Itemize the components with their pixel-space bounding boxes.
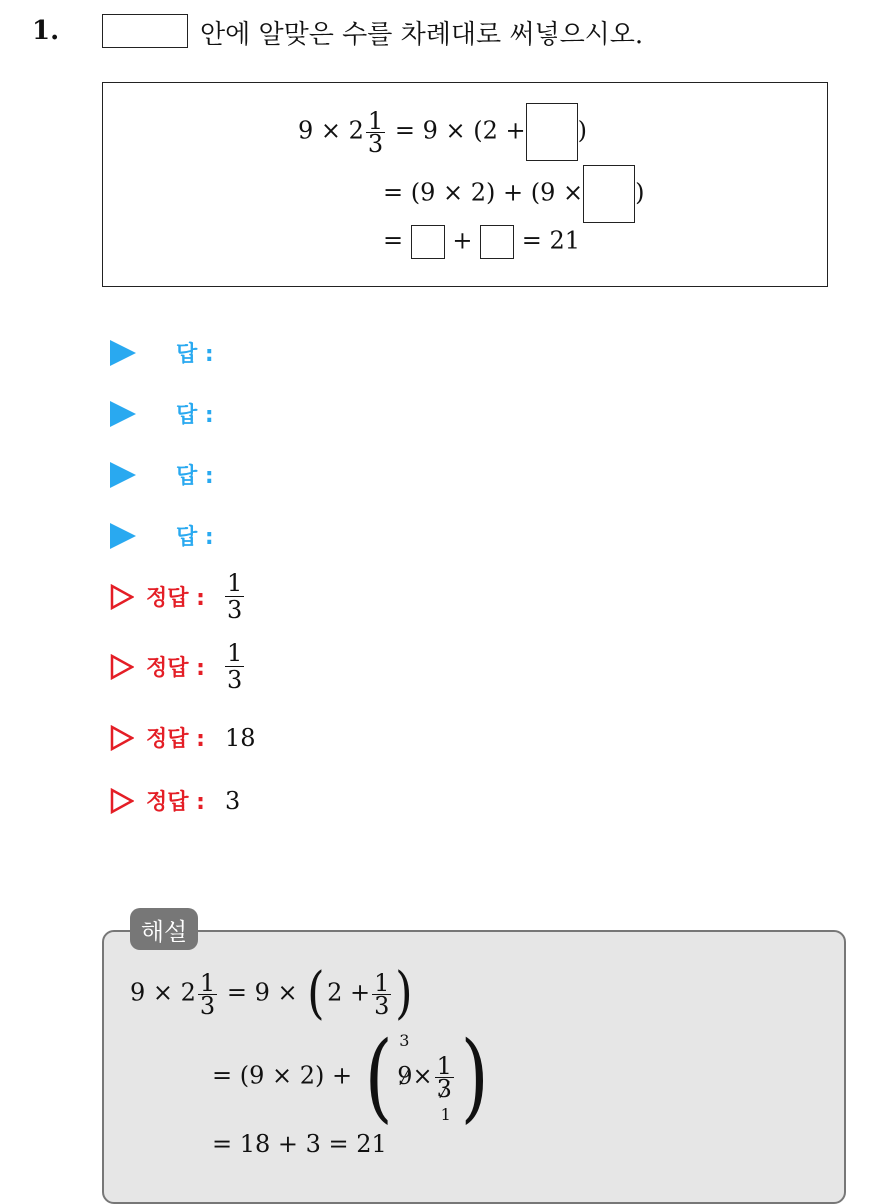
answer-label: 답 : [176,525,214,550]
correct-value [225,640,244,693]
answer-blank-4[interactable] [480,225,514,259]
correct-label: 정답 : [146,790,205,815]
expl-inner-num: 1 [374,968,390,997]
explanation-box [102,930,846,1204]
expl-l2-num: 1 [436,1051,452,1080]
outline-triangle-icon [110,725,134,751]
outline-triangle-icon [110,654,134,680]
problem-box [102,82,828,287]
outline-triangle-icon [110,788,134,814]
answer-row-1[interactable] [110,337,214,368]
row1-close: ) [577,116,587,145]
explanation-line-2: = (9 × 2) + ( 3 9× 1 3 1 ) [212,1021,489,1133]
answer-label: 답 : [176,403,214,428]
explanation-line-1: 9 × 2 $\frac{1}{3}$ = 9 × (2 + $\frac{1}{3}$ ) [130,961,414,1026]
answer-blank-2[interactable] [583,165,635,223]
correct-answer-row-3 [110,722,256,753]
question-number: 1. [32,16,60,46]
explanation-line-3: = 18 + 3 = 21 [212,1130,387,1158]
correct-frac-num: 1 [226,639,243,667]
answer-blank-3[interactable] [411,225,445,259]
expl-eq: = 9 × [226,978,298,1007]
correct-answer-row-4 [110,785,240,816]
answer-label: 답 : [176,342,214,367]
play-triangle-icon [110,340,136,366]
expl-inner: 2 + [327,978,371,1007]
correct-frac-num: 1 [226,569,243,597]
blank-box-legend [102,14,188,48]
row1-fraction [366,106,385,158]
row3-plus: + [452,226,473,255]
correct-frac-den: 3 [226,596,243,624]
row3-eq: = [383,226,404,255]
expl-sup-3: 3 [399,1030,410,1050]
correct-value [225,570,244,623]
problem-row-1 [298,103,587,161]
answer-row-3[interactable] [110,459,214,490]
correct-value: 18 [224,723,256,752]
problem-row-2 [383,165,644,223]
correct-label: 정답 : [146,586,205,611]
correct-label: 정답 : [146,656,205,681]
row3-result: = 21 [521,226,581,255]
row1-lhs: 9 × 2 [298,116,364,145]
play-triangle-icon [110,401,136,427]
expl-cancel-nine: 9 [397,1061,413,1090]
correct-label: 정답 : [146,727,205,752]
row1-frac-num: 1 [367,106,384,135]
answer-row-4[interactable] [110,520,214,551]
expl-frac-num: 1 [199,968,216,997]
correct-frac-den: 3 [226,666,243,694]
question-instruction: 안에 알맞은 수를 차례대로 써넣으시오. [200,20,644,50]
explanation-tag: 해설 [130,908,198,950]
expl-sub-1: 1 [440,1104,451,1124]
correct-answer-row-2 [110,640,244,693]
expl-l2-den: 3 [436,1074,452,1103]
expl-cancel-group [397,1030,456,1124]
outline-triangle-icon [110,584,134,610]
row2-text: = (9 × 2) + (9 × [383,178,584,207]
correct-answer-row-1 [110,570,244,623]
answer-row-2[interactable] [110,398,214,429]
answer-label: 답 : [176,464,214,489]
play-triangle-icon [110,462,136,488]
row2-close: ) [635,178,645,207]
answer-blank-1[interactable] [526,103,578,161]
expl-frac-den: 3 [199,991,216,1020]
row1-frac-den: 3 [367,129,384,158]
problem-row-3 [383,225,580,259]
correct-value: 3 [224,786,241,815]
expl-line2-eq: = (9 × 2) + [212,1061,353,1090]
expl-inner-den: 3 [374,991,390,1020]
play-triangle-icon [110,523,136,549]
expl-times: × [412,1061,433,1090]
expl-lhs: 9 × 2 [130,978,196,1007]
row1-eq: = 9 × (2 + [394,116,526,145]
